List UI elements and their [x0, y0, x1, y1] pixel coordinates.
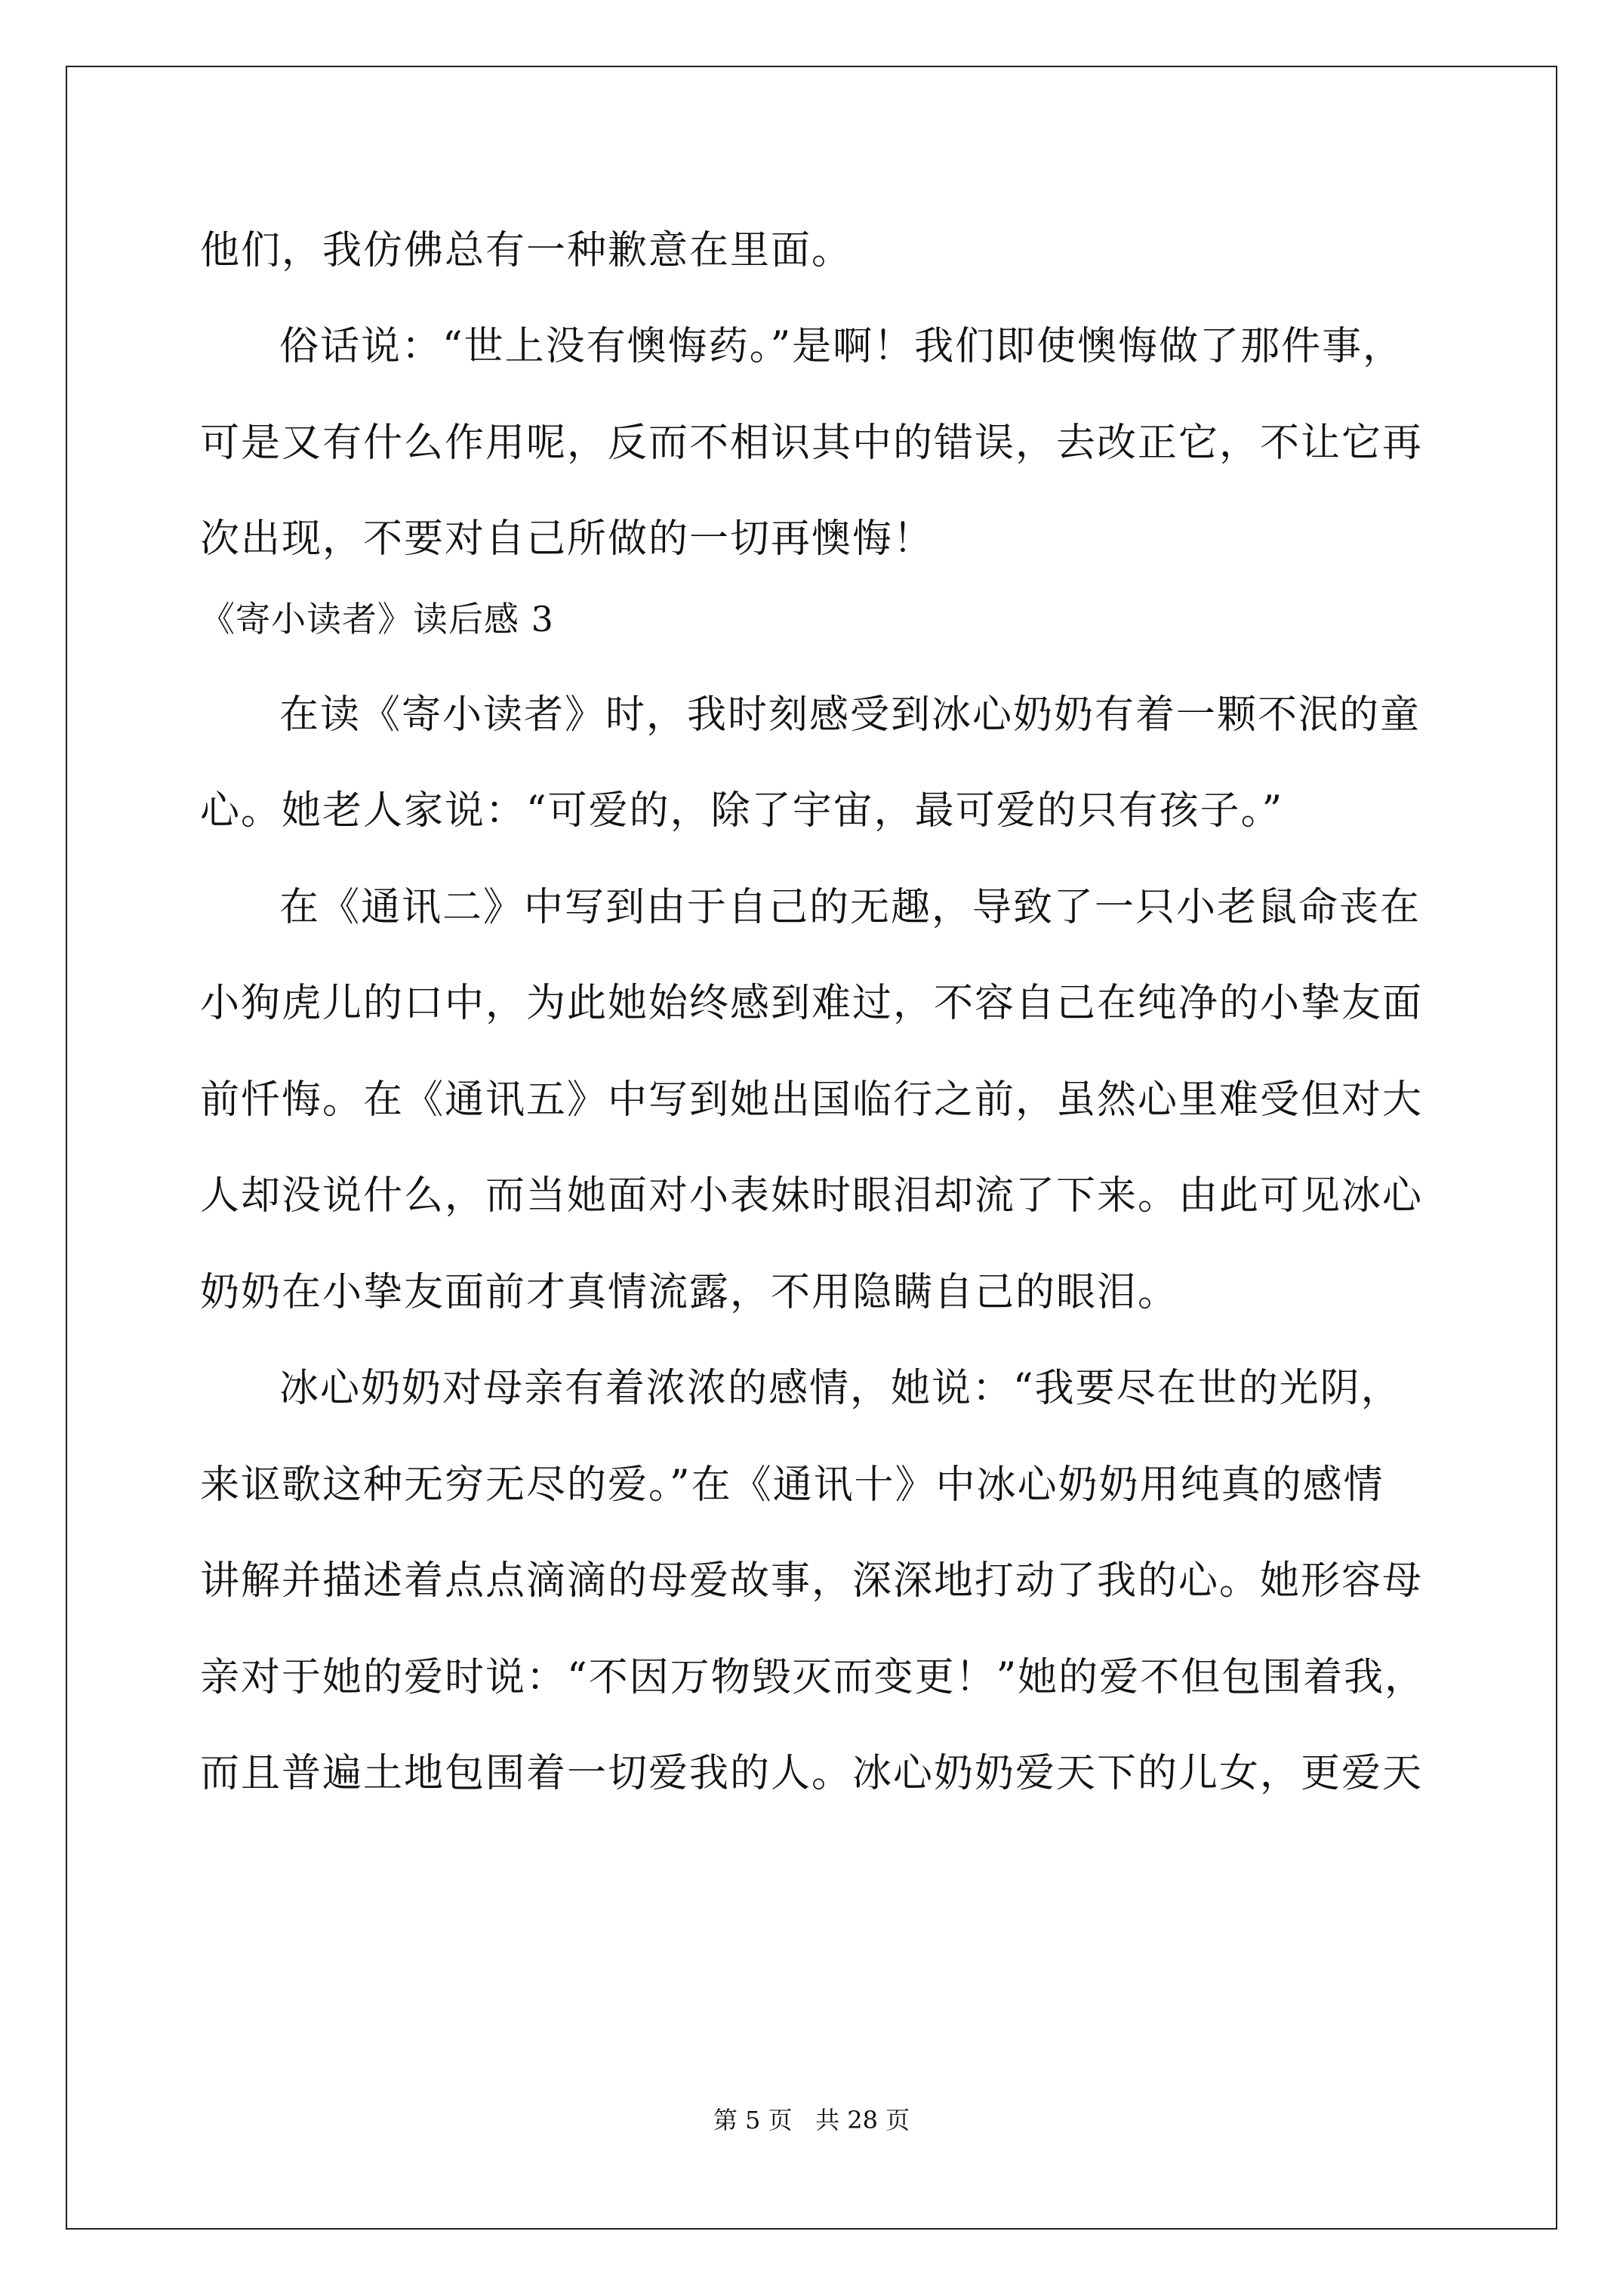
text-line: 亲对于她的爱时说：“不因万物毁灭而变更！”她的爱不但包围着我，: [200, 1655, 1426, 1700]
text-line: 心。她老人家说：“可爱的，除了宇宙，最可爱的只有孩子。”: [200, 788, 1284, 834]
text-line: 小狗虎儿的口中，为此她始终感到难过，不容自己在纯净的小挚友面: [200, 981, 1424, 1026]
text-line: 冰心奶奶对母亲有着浓浓的感情，她说：“我要尽在世的光阴，: [279, 1366, 1402, 1411]
page-frame: [66, 66, 1557, 2230]
text-line: 次出现，不要对自己所做的一切再懊悔！: [200, 516, 935, 562]
text-line: 人却没说什么，而当她面对小表妹时眼泪却流了下来。由此可见冰心: [200, 1173, 1424, 1219]
text-line: 而且普遍土地包围着一切爱我的人。冰心奶奶爱天下的儿女，更爱天: [200, 1751, 1424, 1796]
section-heading: 《寄小读者》读后感 3: [200, 599, 554, 639]
text-line: 前忏悔。在《通讯五》中写到她出国临行之前，虽然心里难受但对大: [200, 1077, 1424, 1123]
text-line: 来讴歌这种无穷无尽的爱。”在《通讯十》中冰心奶奶用纯真的感情: [200, 1462, 1384, 1508]
text-line: 可是又有什么作用呢，反而不相识其中的错误，去改正它，不让它再: [200, 421, 1424, 466]
page-number: 第 5 页 共 28 页: [713, 2106, 910, 2134]
text-line: 奶奶在小挚友面前才真情流露，不用隐瞒自己的眼泪。: [200, 1270, 1179, 1315]
text-line: 讲解并描述着点点滴滴的母爱故事，深深地打动了我的心。她形容母: [200, 1558, 1424, 1604]
text-line: 他们，我仿佛总有一种歉意在里面。: [200, 228, 853, 273]
text-line: 俗话说：“世上没有懊悔药。”是啊！我们即使懊悔做了那件事，: [279, 324, 1404, 369]
text-line: 在读《寄小读者》时，我时刻感受到冰心奶奶有着一颗不泯的童: [279, 692, 1421, 738]
text-line: 在《通讯二》中写到由于自己的无趣，导致了一只小老鼠命丧在: [279, 885, 1421, 930]
